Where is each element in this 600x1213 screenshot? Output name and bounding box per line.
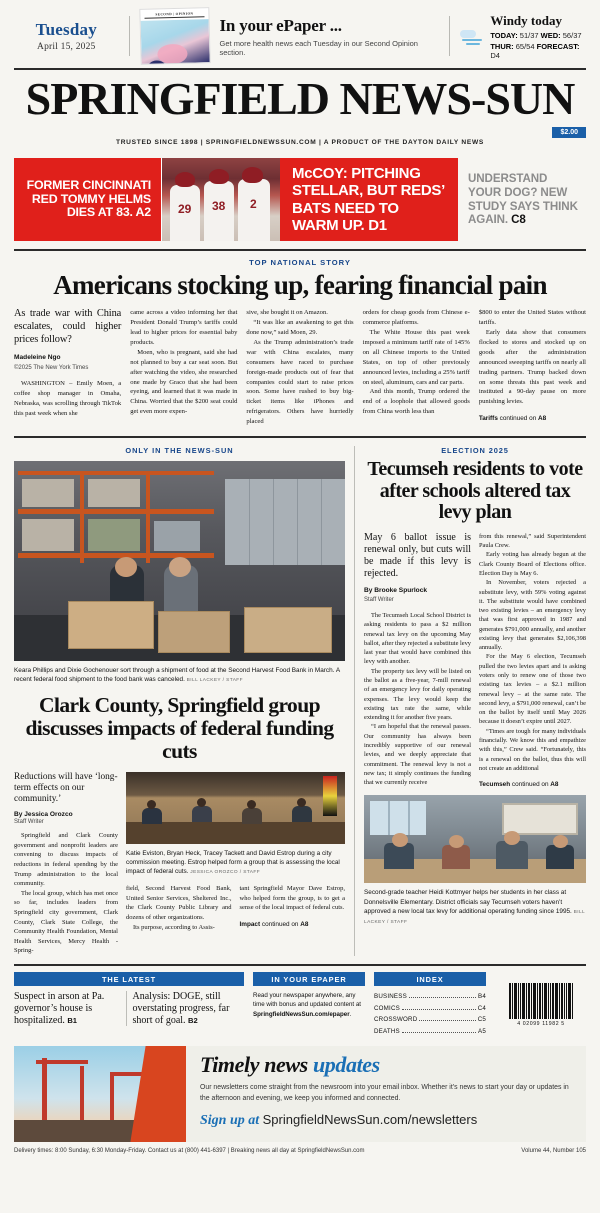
the-latest-module bbox=[14, 972, 244, 1037]
paragraph: In November, voters rejected a substitute levy, with 59% voting against it. The substitute would have combined two existing levies – an emergency levy that was first approved in 1987 and generates $791,000 annually, and another existing levy that generates $2,106,398 annually. bbox=[479, 579, 586, 652]
epaper-header: IN YOUR EPAPER bbox=[253, 972, 365, 986]
ad-cta-label: Sign up at bbox=[200, 1113, 263, 1129]
paragraph: And this month, Trump ordered the end of a loophole that allowed goods from China worth less than bbox=[362, 388, 470, 416]
paragraph: “I am hopeful that the renewal passes. Our community has always been incredibly supportive of our renewal levies, and we deeply appreciate that commitment. The renewal levy is not a new tax; it simply continues the funding that we currently receive bbox=[364, 723, 471, 787]
mid-section bbox=[14, 438, 586, 956]
tecumseh-continued-line[interactable] bbox=[479, 780, 586, 789]
clark-county-byline: By Jessica Orozco bbox=[14, 811, 73, 819]
epaper-thumbnail-image bbox=[139, 7, 210, 65]
clark-county-column-2 bbox=[126, 772, 345, 956]
weather-row-1 bbox=[490, 31, 586, 40]
barcode-number: 4 02099 11982 5 bbox=[517, 1020, 565, 1027]
weather-today-label: TODAY: bbox=[490, 30, 518, 40]
paragraph: orders for cheap goods from Chinese e-commerce platforms. bbox=[362, 309, 470, 327]
clark-county-headline[interactable]: Clark County, Springfield group discusses impacts of federal funding cuts bbox=[25, 693, 334, 763]
jersey-number-2: 38 bbox=[212, 199, 226, 213]
paragraph: Early data show that consumers flocked to stores and stocked up on goods after the administration announced sweeping tariffs on nearly all trading partners. Trump backed down on some threats this past week and instituted a 90-day pause on more punishing levies. bbox=[478, 329, 587, 406]
caption-text: Keara Phillips and Dixie Gochenouer sort through a shipment of food at the Second Harvest Food Bank in March. A recent federal food shipment to the food bank was canceled. bbox=[14, 667, 340, 684]
caption-text: Second-grade teacher Heidi Kottmyer helps her students in her class at Donnelsville Elementary. District officials say Tecumseh voters haven’t approved a new local tax levy for additional operating funding since 1995. bbox=[364, 889, 572, 915]
trustline-text: TRUSTED SINCE 1898 | SPRINGFIELDNEWSSUN.COM | A PRODUCT OF THE DAYTON DAILY NEWS bbox=[115, 139, 485, 146]
photo-credit: JESSICA OROZCO / STAFF bbox=[190, 870, 261, 876]
index-section-name: CROSSWORD bbox=[374, 1016, 418, 1023]
clark-county-deck: Reductions will have ‘long-term effects on our community.’ bbox=[14, 771, 118, 804]
paragraph: came across a video informing her that President Donald Trump’s tariffs could lead to higher prices for essential baby products. bbox=[130, 309, 238, 347]
continued-text: continued on bbox=[510, 781, 551, 789]
paragraph: As the Trump administration’s trade war with China escalates, many consumers have raced to purchase foreign-made products out of fear that companies could start to raise prices soon. Some have rushed to buy big-ticket items like iPhones and refrigerators. Others have hurriedly placed bbox=[246, 339, 354, 426]
national-column-2 bbox=[130, 308, 237, 427]
national-continued-line[interactable] bbox=[479, 414, 586, 424]
index-dots bbox=[419, 1014, 475, 1021]
index-header: INDEX bbox=[374, 972, 486, 986]
commission-meeting-photo bbox=[126, 772, 345, 844]
index-page: C4 bbox=[477, 1004, 486, 1012]
thumb-art bbox=[140, 19, 209, 64]
date-text: April 15, 2025 bbox=[37, 42, 96, 52]
date-block bbox=[14, 20, 119, 52]
paragraph: WASHINGTON – Emily Moen, a coffee shop manager in Omaha, Nebraska, was scrolling through TikTok this past week when she bbox=[14, 380, 122, 417]
weather-row-2 bbox=[490, 42, 586, 60]
weather-forecast-label: FORECAST: bbox=[536, 41, 580, 51]
national-byline-source: ©2025 The New York Times bbox=[14, 365, 89, 372]
photo-credit: BILL LACKEY / STAFF bbox=[364, 909, 585, 925]
paragraph: The White House this past week imposed a minimum tariff rate of 145% on all Chinese imports to the United States, on top of other previously announced levies, including a 25% tariff on steel, aluminum, cars and car parts. bbox=[362, 329, 470, 386]
tecumseh-deck: May 6 ballot issue is renewal only, but cuts will be made if this levy is rejected. bbox=[364, 531, 471, 579]
newspaper-title: SPRINGFIELD NEWS-SUN bbox=[25, 73, 575, 124]
continued-text: continued on bbox=[260, 920, 301, 928]
wind-icon bbox=[460, 26, 485, 46]
latest-item[interactable] bbox=[126, 991, 245, 1026]
promo-sports-photo bbox=[162, 158, 280, 241]
footer-volume-number: Volume 44, Number 105 bbox=[521, 1148, 586, 1154]
ad-cta-url: SpringfieldNewsSun.com/newsletters bbox=[262, 1112, 478, 1128]
promo-strip bbox=[14, 158, 586, 241]
clark-county-column-1 bbox=[14, 772, 118, 956]
promo-item-dog-study[interactable] bbox=[458, 158, 586, 241]
national-column-1 bbox=[14, 308, 121, 427]
index-page: A5 bbox=[478, 1027, 486, 1035]
thumb-rule bbox=[144, 16, 204, 19]
weather-thur-label: THUR: bbox=[490, 41, 514, 51]
tecumseh-byline: By Brooke Spurlock bbox=[364, 586, 428, 594]
paragraph: The local group, which has met once so far, includes leaders from Springfield city government, Clark County, Clark State College, the Community Health Foundation, Mental Health Services, Mercy Health - Spring- bbox=[14, 889, 118, 955]
continued-page: A8 bbox=[550, 781, 559, 789]
promo-sports-text: McCOY: PITCHING STELLAR, BUT REDS’ BATS NEED TO WARM UP. D1 bbox=[292, 165, 445, 234]
epaper-url: SpringfieldNewsSun.com/epaper bbox=[253, 1010, 350, 1018]
ad-photo bbox=[14, 1046, 186, 1142]
continued-page: A8 bbox=[300, 920, 309, 928]
index-row[interactable] bbox=[374, 1003, 486, 1012]
ad-text bbox=[186, 1046, 586, 1142]
ad-title-part2: updates bbox=[312, 1052, 380, 1077]
paragraph: “It was like an awakening to get this done now,” said Moen, 29. bbox=[246, 319, 354, 337]
classroom-photo bbox=[364, 795, 586, 883]
continued-label: Impact bbox=[239, 920, 261, 928]
national-column-4 bbox=[363, 308, 470, 427]
weather-wed-value: 56/37 bbox=[562, 30, 582, 40]
index-row[interactable] bbox=[374, 1026, 486, 1035]
weather-block bbox=[460, 13, 586, 60]
national-headline[interactable]: Americans stocking up, fearing financial pain bbox=[53, 270, 547, 300]
clark-county-body bbox=[14, 772, 345, 956]
continued-label: Tariffs bbox=[478, 415, 498, 423]
paragraph: Its purpose, according to Assis- bbox=[133, 923, 215, 931]
index-module bbox=[374, 972, 486, 1037]
paragraph: $800 to enter the United States without tariffs. bbox=[478, 309, 587, 327]
paragraph: from this renewal,” said Superintendent Paula Crew. bbox=[479, 532, 586, 550]
meeting-photo-caption bbox=[126, 849, 345, 878]
newsletter-ad[interactable] bbox=[14, 1046, 586, 1142]
food-bank-photo bbox=[14, 461, 345, 661]
bottom-section-rule bbox=[14, 964, 586, 966]
continued-page: A8 bbox=[538, 415, 547, 423]
divider bbox=[449, 16, 450, 56]
footer-delivery-info: Delivery times: 8:00 Sunday, 6:30 Monday-Friday. Contact us at (800) 441-6397 | Breaking news all day at SpringfieldNewsSun.com bbox=[14, 1148, 365, 1154]
paragraph: field, Second Harvest Food Bank, United Senior Services, Sheltered Inc., the Clark County Public Library and dozens of other organizations. bbox=[126, 885, 232, 921]
day-of-week: Tuesday bbox=[35, 20, 97, 39]
tecumseh-columns bbox=[364, 532, 586, 790]
paragraph: Moen, who is pregnant, said she had not planned to buy a car seat soon. But after watching the video, she researched one made by Graco that she had been eyeing, and learned that it was made in China. Worried that the $200 seat could get even more expen- bbox=[130, 348, 238, 416]
national-byline: Madeleine Ngo bbox=[14, 354, 61, 362]
index-dots bbox=[402, 1003, 476, 1010]
index-dots bbox=[409, 991, 476, 998]
caption-text: Katie Eviston, Bryan Heck, Tracey Tackett and David Estrop during a city commission meeting. Estrop helped form a group that is assessing the local impact of federal cuts. bbox=[126, 849, 340, 876]
latest-item-page: B2 bbox=[188, 1015, 198, 1025]
paragraph: Early voting has already begun at the Clark County Board of Elections office. Election Day is May 6. bbox=[479, 551, 586, 577]
national-column-3 bbox=[246, 308, 353, 427]
impact-continued-line[interactable] bbox=[240, 920, 346, 929]
index-section-name: COMICS bbox=[374, 1004, 400, 1012]
latest-item-text: Analysis: DOGE, still overstating progress, far short of goal. bbox=[132, 991, 230, 1026]
only-in-news-sun-package bbox=[14, 438, 354, 956]
national-deck: As trade war with China escalates, could higher prices follow? bbox=[14, 308, 122, 345]
photo-credit: BILL LACKEY / STAFF bbox=[186, 678, 243, 684]
food-bank-photo-caption bbox=[14, 666, 345, 685]
clark-county-byline-title: Staff Writer bbox=[14, 819, 44, 826]
index-page: C5 bbox=[477, 1016, 486, 1023]
index-row[interactable] bbox=[374, 1014, 486, 1023]
epaper-promo-text bbox=[220, 16, 435, 57]
paragraph: The property tax levy will be listed on the ballot as a five-year, 7-mill renewal of an emergency levy for daily operating expenses. The levy would keep the existing tax rate the same, while extending it for another five years. bbox=[364, 667, 471, 722]
index-dots bbox=[402, 1026, 476, 1033]
promo-dog-text bbox=[468, 172, 582, 228]
paragraph: The Tecumseh Local School District is asking residents to pass a $2 million renewal tax levy on the upcoming May ballot, after they rejected a substitute levy last year that would have combined this levy with another. bbox=[364, 612, 472, 666]
election-kicker: ELECTION 2025 bbox=[441, 446, 509, 456]
promo-obituary-text: FORMER CINCINNATI RED TOMMY HELMS DIES AT 83. A2 bbox=[26, 177, 151, 220]
paragraph: sive, she bought it on Amazon. bbox=[246, 309, 328, 317]
jersey-number-3: 2 bbox=[250, 197, 257, 211]
weather-text bbox=[490, 13, 586, 60]
national-column-5 bbox=[479, 308, 586, 427]
promo-dog-page: C8 bbox=[511, 213, 526, 227]
promo-item-sports[interactable] bbox=[280, 158, 458, 241]
page-footer bbox=[14, 1148, 586, 1154]
ad-cta[interactable] bbox=[200, 1112, 572, 1129]
weather-today-value: 51/37 bbox=[519, 30, 539, 40]
epaper-text-lead: Read your newspaper anywhere, any time with bonus and updated content at bbox=[253, 992, 362, 1009]
thumb-masthead: SECOND | OPINION bbox=[154, 11, 193, 17]
continued-text: continued on bbox=[497, 415, 539, 423]
latest-item-page: B1 bbox=[67, 1015, 78, 1025]
weather-wed-label: WED: bbox=[540, 30, 561, 40]
epaper-text-end: . bbox=[349, 1010, 352, 1018]
paragraph: Springfield and Clark County government and nonprofit leaders are convening to discuss impacts of reductions in federal spending by the Trump administration to the local community. bbox=[14, 832, 118, 888]
index-page: B4 bbox=[478, 993, 486, 1000]
tecumseh-column-1 bbox=[364, 532, 471, 790]
national-kicker: TOP NATIONAL STORY bbox=[249, 258, 351, 267]
paragraph: “Times are tough for many individuals financially. We know this and empathize with this,” Crew said. “Fortunately, this is a renewal on the ballot, thus this will not create an additional bbox=[479, 727, 586, 772]
tecumseh-column-2 bbox=[479, 532, 586, 790]
barcode-bars bbox=[509, 983, 573, 1019]
clark-county-column-3 bbox=[240, 884, 346, 932]
trustline-row bbox=[0, 131, 600, 149]
jersey-number-1: 29 bbox=[178, 202, 192, 216]
weather-title: Windy today bbox=[490, 12, 562, 28]
barcode bbox=[496, 972, 586, 1037]
masthead bbox=[0, 70, 600, 124]
tecumseh-headline[interactable]: Tecumseh residents to vote after schools altered tax levy plan bbox=[367, 458, 583, 524]
promo-bottom-rule bbox=[14, 249, 586, 251]
ad-title bbox=[200, 1054, 572, 1076]
only-in-kicker: ONLY IN THE NEWS-SUN bbox=[125, 446, 234, 456]
price-badge: $2.00 bbox=[552, 127, 586, 138]
epaper-promo-title: In your ePaper ... bbox=[219, 15, 342, 35]
national-columns bbox=[14, 308, 586, 427]
ad-body-text: Our newsletters come straight from the newsroom into your email inbox. Whether it’s news to start your day or updates in the afternoon and evening, we keep you informed and connected. bbox=[200, 1084, 569, 1102]
paragraph: For the May 6 election, Tecumseh pulled the two levies apart and is asking voters only to renew one of those two existing tax levies – a $2.1 million renewal levy – at the same rate. The second levy, a $791,000 renewal, can’t be on the ballot by itself until May 2026 because it doesn’t expire until 2027. bbox=[479, 653, 586, 726]
epaper-module-text[interactable] bbox=[253, 991, 365, 1019]
classroom-photo-caption bbox=[364, 888, 586, 926]
ad-title-part1: Timely news bbox=[200, 1052, 313, 1077]
the-latest-header: THE LATEST bbox=[14, 972, 244, 986]
bottom-bar bbox=[14, 972, 586, 1037]
clark-county-column-2a bbox=[126, 884, 232, 932]
index-row[interactable] bbox=[374, 991, 486, 1000]
promo-dog-headline: UNDERSTAND YOUR DOG? NEW STUDY SAYS THINK AGAIN. bbox=[468, 171, 578, 227]
promo-item-obituary[interactable] bbox=[14, 158, 162, 241]
divider bbox=[129, 16, 130, 56]
continued-label: Tecumseh bbox=[479, 781, 511, 789]
weather-thur-value: 65/54 bbox=[515, 41, 535, 51]
tecumseh-byline-title: Staff Writer bbox=[364, 597, 394, 604]
paragraph: tant Springfield Mayor Dave Estrop, who helped form the group, is to get a sense of the local impact of federal cuts. bbox=[239, 885, 345, 912]
latest-item-text: Suspect in arson at Pa. governor’s house is hospitalized. bbox=[14, 991, 105, 1026]
election-package bbox=[355, 438, 586, 956]
index-section-name: BUSINESS bbox=[374, 993, 407, 1000]
skybox bbox=[0, 0, 600, 64]
epaper-module bbox=[253, 972, 365, 1037]
index-section-name: DEATHS bbox=[374, 1027, 400, 1035]
weather-forecast-page: D4 bbox=[490, 50, 500, 60]
epaper-promo-subtitle: Get more health news each Tuesday in our Second Opinion section. bbox=[219, 38, 418, 57]
latest-item[interactable] bbox=[14, 991, 126, 1026]
